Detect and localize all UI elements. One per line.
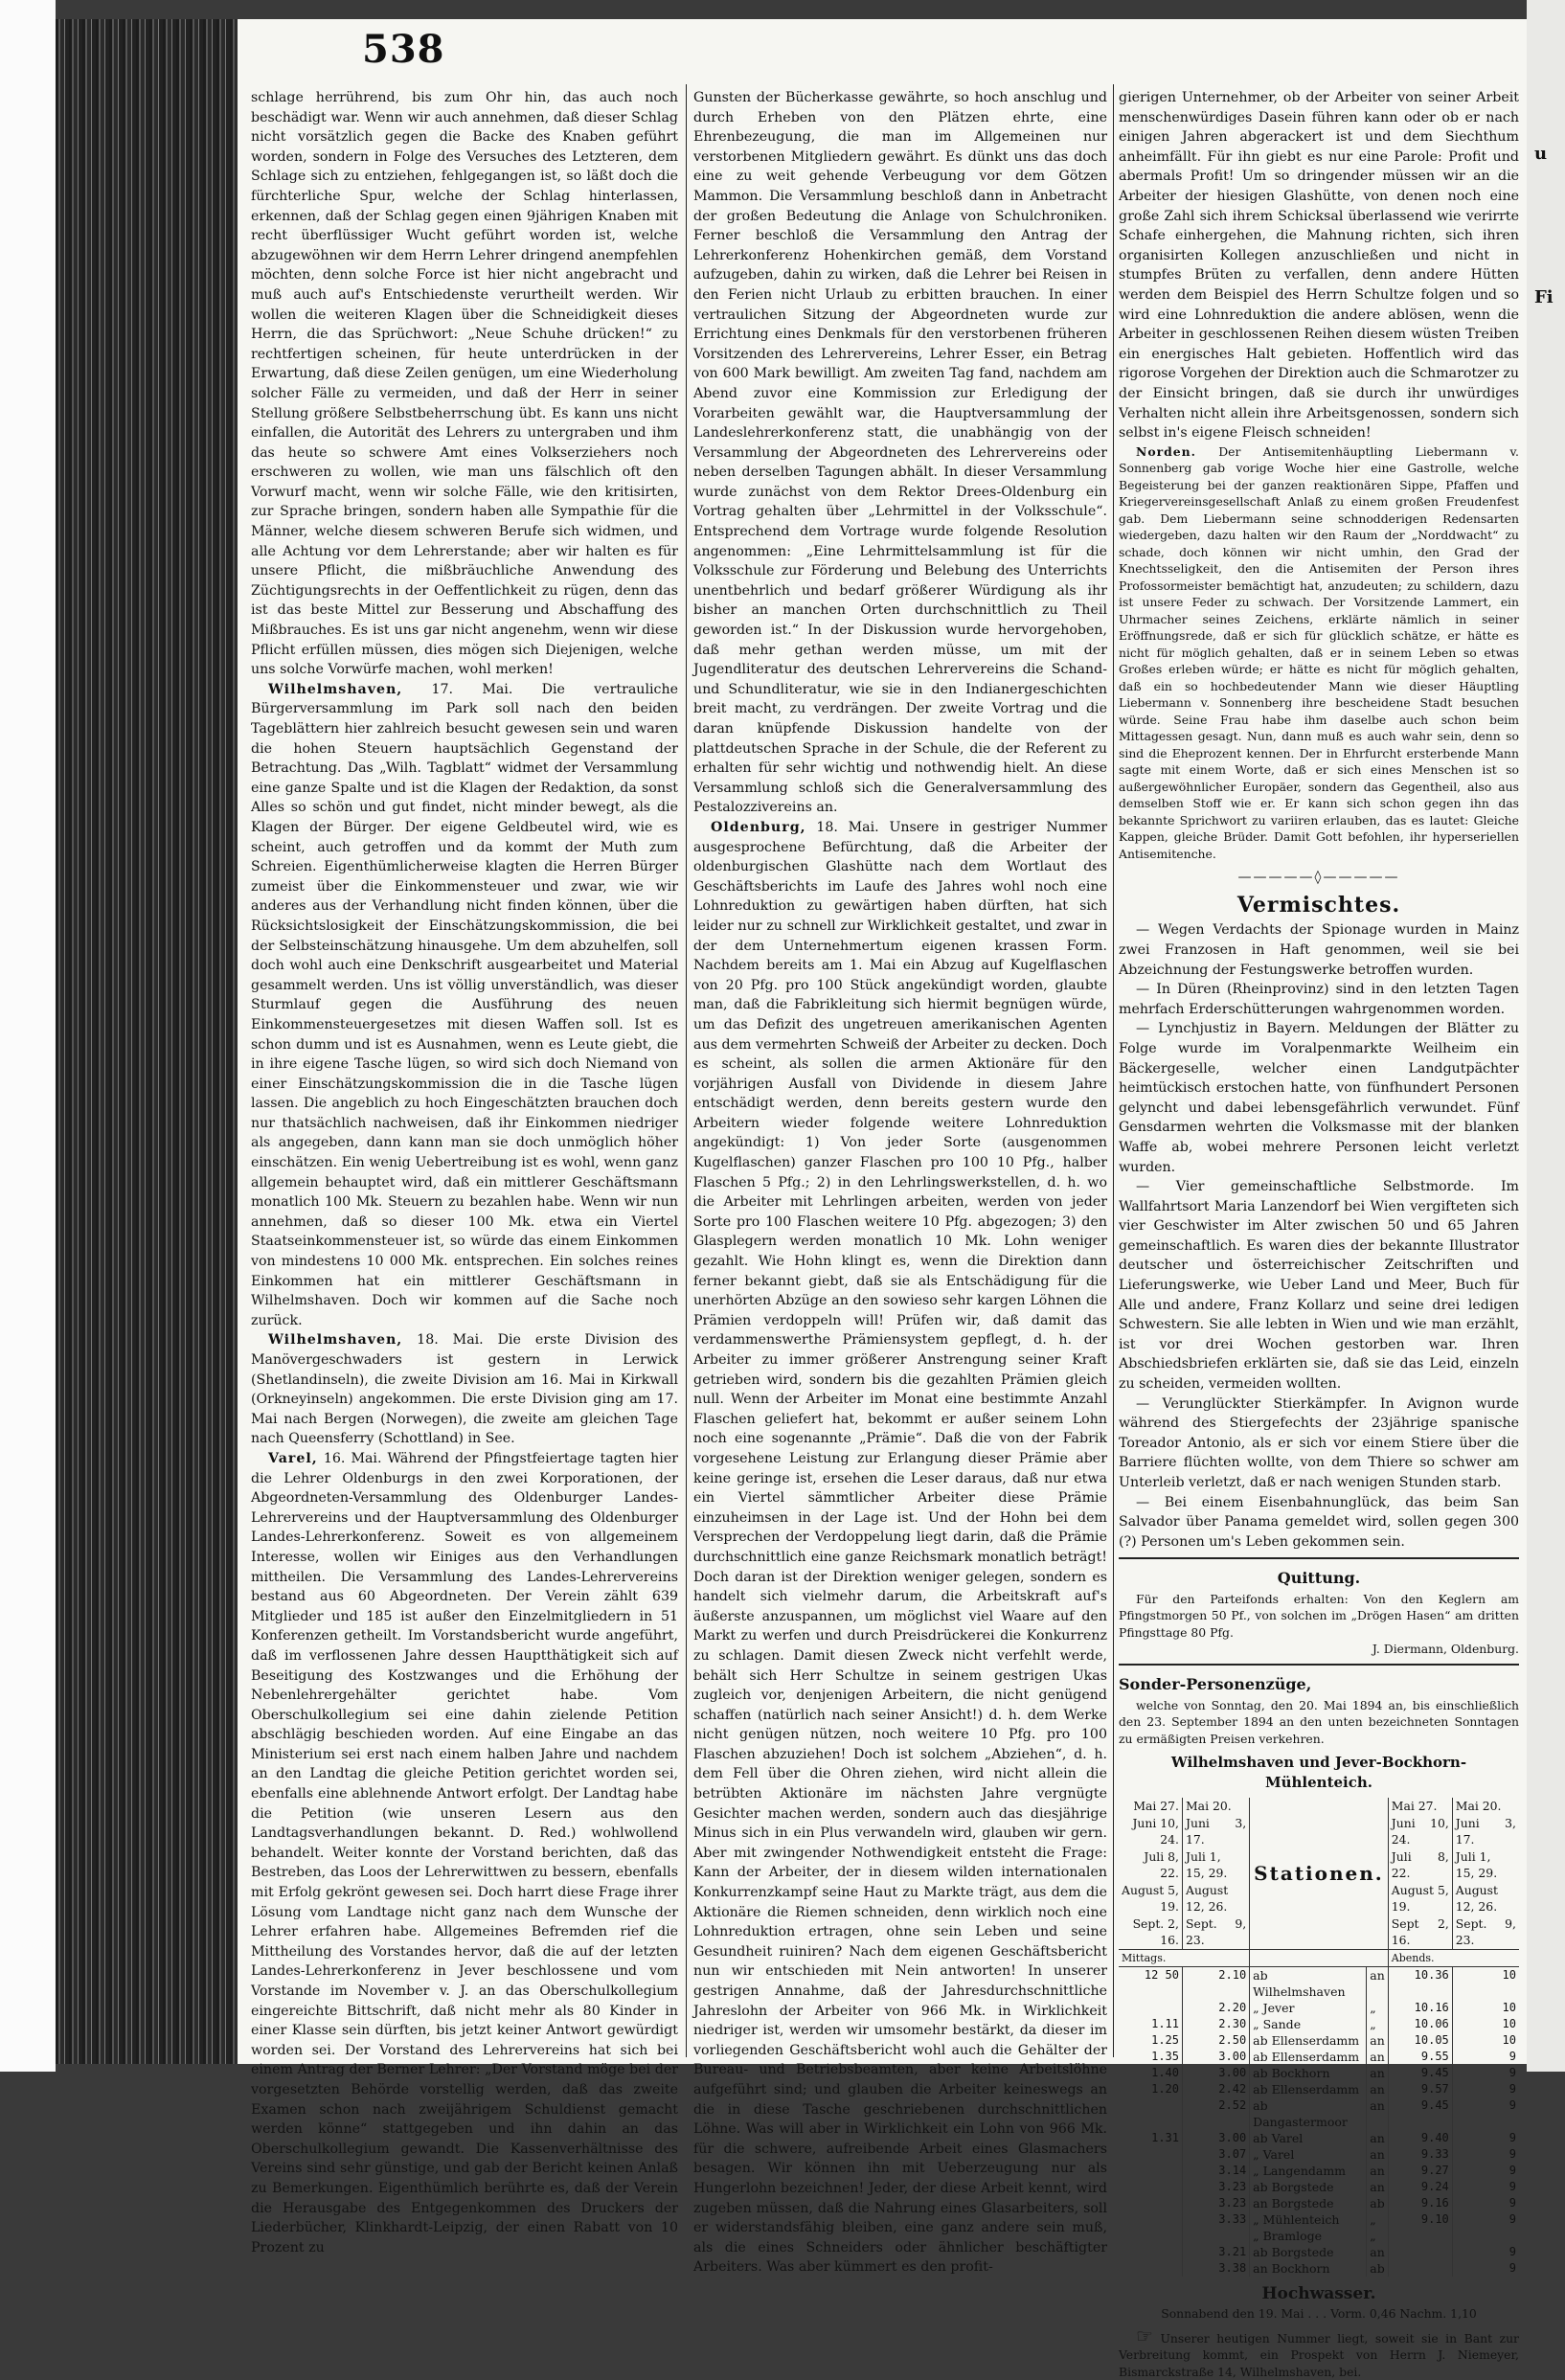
section-heading-vermischtes: Vermischtes.	[1236, 892, 1401, 918]
timetable-row	[1119, 2032, 1519, 2049]
timetable-cell: 2.10	[1183, 1966, 1250, 2000]
timetable-subheading	[1250, 1949, 1389, 1966]
timetable-cell: „	[1367, 2016, 1389, 2032]
timetable-dates: Mai 20. Juni 3, 17. Juli 1, 15, 29. August 12, 26. Sept. 9, 23.	[1183, 1798, 1250, 1949]
footer-notice-text: Unserer heutigen Nummer liegt, soweit sie in Bant zur Verbreitung kommt, ein Prospekt von Herrn J. Niemeyer, Bismarckstraße 14, Wilhelmshaven, bei.	[1119, 2330, 1519, 2379]
timetable-cell	[1119, 2228, 1183, 2244]
station-name: „ Mühlenteich	[1250, 2211, 1367, 2228]
footer-notice	[1119, 2323, 1519, 2380]
timetable-cell: 1.40	[1151, 2065, 1179, 2079]
news-item: — Lynchjustiz in Bayern. Meldungen der Blätter zu Folge wurde im Voralpenmarkte Weilheim ein Bäckergeselle, welcher einen Landgutpächter heimtückisch erstochen hatte, von fünfhundert Personen gelyncht und dabei lebensgefährlich verwundet. Fünf Gensdarmen wehrten die Volksmasse mit der blanken Waffe ab, wobei mehrere Personen leicht verletzt wurden.	[1119, 1021, 1519, 1175]
timetable-cell	[1388, 2228, 1452, 2244]
timetable-cell: ab	[1367, 2195, 1389, 2211]
timetable-row	[1119, 2228, 1519, 2244]
timetable-subheading: Abends.	[1388, 1949, 1519, 1966]
timetable-cell: an	[1367, 2179, 1389, 2195]
station-name: ab Varel	[1250, 2130, 1367, 2146]
timetable-cell: 9	[1452, 2146, 1519, 2163]
article-text: 18. Mai. Die erste Division des Manövergeschwaders ist gestern in Lerwick (Shetlandinseln), die zweite Division am 16. Mai in Kirkwall (Orkneyinseln) angekommen. Die erste Division ging am 17. Mai nach Bergen (Norwegen), die zweite am gleichen Tage nach Queensferry (Schottland) in See.	[251, 1332, 678, 1447]
quittung-heading: Quittung.	[1277, 1569, 1361, 1588]
news-item: — Vier gemeinschaftliche Selbstmorde. Im Wallfahrtsort Maria Lanzendorf bei Wien vergifteten sich vier Geschwister im Alter zwischen 50 und 65 Jahren gemeinschaftlich. Es waren dies der bekannte Illustrator deutscher und österreichischer Zeitschriften und Lieferungswerke, wie Ueber Land und Meer, Buch für Alle und andere, Franz Kollarz und seine drei ledigen Schwestern. Sie alle lebten in Wien und wie man erzählt, ist vor drei Wochen gestorben war. Ihren Abschiedsbriefen erklärten sie, daß sie das Leid, einzeln zu scheiden, vermeiden wollten.	[1119, 1179, 1519, 1393]
timetable-row	[1119, 2081, 1519, 2097]
timetable-cell: an	[1367, 2244, 1389, 2260]
timetable-row	[1119, 2016, 1519, 2032]
timetable-body	[1119, 1966, 1519, 2277]
page-number: 538	[362, 27, 445, 72]
article-paragraph	[1119, 443, 1519, 863]
news-item: — Verunglückter Stierkämpfer. In Avignon wurde während des Stiergefechts der 23jährige spanische Toreador Antonio, als er sich vor einem Stiere über die Barriere flüchten wollte, von dem Thiere so schwer am Unterleib verletzt, daß er nach wenigen Stunden starb.	[1119, 1395, 1519, 1490]
timetable-cell	[1119, 2097, 1183, 2130]
dateline: Varel,	[268, 1450, 318, 1466]
article-paragraph: Gunsten der Bücherkasse gewährte, so hoch anschlug und durch Erheben von den Plätzen ehrte, eine Ehrenbezeugung, die man im Allgemeinen nur verstorbenen Mitgliedern gewährt. Es dünkt uns das doch eine zu weit gehende Verbeugung vor dem Götzen Mammon. Die Versammlung beschloß dann in Anbetracht der großen Bedeutung die Anlage von Schulchroniken. Ferner beschloß die Versammlung den Antrag der Lehrerkonferenz Hohenkirchen gemäß, dem Vorstand aufzugeben, dahin zu wirken, daß die Lehrer bei Reisen in den Ferien nicht Urlaub zu erbitten brauchen. In einer vertraulichen Sitzung der Abgeordneten wurde zur Errichtung eines Denkmals für den verstorbenen früheren Vorsitzenden des Lehrervereins, Lehrer Esser, ein Betrag von 600 Mark bewilligt. Am zweiten Tag fand, nachdem am Abend zuvor eine Kommission zur Erledigung der Vorarbeiten gewählt war, die Hauptversammlung der Landeslehrerkonferenz statt, die unabhängig von der Versammlung der Abgeordneten des Lehrervereins oder neben derselben Tagungen abhält. In dieser Versammlung wurde zunächst von dem Rektor Drees-Oldenburg ein Vortrag gehalten über „Lehrmittel in der Volksschule“. Entsprechend dem Vortrage wurde folgende Resolution angenommen: „Eine Lehrmittelsammlung ist für die Volksschule zur Förderung und Belebung des Unterrichts unentbehrlich und bedarf größerer Würdigung als ihr bisher an manchen Orten durchschnittlich zu Theil geworden ist.“ In der Diskussion wurde hervorgehoben, daß mehr gethan werden müsse, um mit der Jugendliteratur des deutschen Lehrervereins die Schand- und Schundliteratur, wie sie in den Indianergeschichten breit macht, zu verdrängen. Der zweite Vortrag und die daran knüpfende Diskussion handelte von der plattdeutschen Sprache in der Schule, die der Referent zu erhalten für sehr wichtig und nothwendig hielt. An diese Versammlung schloß sich die Generalversammlung des Pestalozzivereins an.	[693, 90, 1107, 816]
quittung-box	[1119, 1557, 1519, 1658]
adjacent-page-edge	[1527, 0, 1565, 2072]
dateline: Wilhelmshaven,	[268, 1332, 403, 1349]
station-name: „ Bramloge	[1250, 2228, 1367, 2244]
timetable-cell: „	[1367, 2000, 1389, 2016]
timetable-subheading: Mittags.	[1119, 1949, 1250, 1966]
timetable-cell: 9.16	[1388, 2195, 1452, 2211]
timetable-cell: 3.21	[1183, 2244, 1250, 2260]
station-name: „ Varel	[1250, 2146, 1367, 2163]
timetable-cell: an	[1367, 2081, 1389, 2097]
timetable-cell: 10.05	[1388, 2032, 1452, 2049]
station-name: ab Dangastermoor	[1250, 2097, 1367, 2130]
timetable-cell: 9.33	[1388, 2146, 1452, 2163]
timetable-cell: an	[1367, 2065, 1389, 2081]
timetable-cell: 10.06	[1388, 2016, 1452, 2032]
timetable-cell	[1183, 2228, 1250, 2244]
station-name: ab Bockhorn	[1250, 2065, 1367, 2081]
timetable-cell: 3.00	[1183, 2065, 1250, 2081]
timetable-cell	[1452, 2228, 1519, 2244]
quittung-text: Für den Parteifonds erhalten: Von den Keglern am Pfingstmorgen 50 Pf., von solchen im „Drögen Hasen“ am dritten Pfingsttage 80 Pfg.	[1119, 1591, 1519, 1640]
timetable-cell: 9	[1452, 2163, 1519, 2179]
article-paragraph: schlage herrührend, bis zum Ohr hin, das auch noch beschädigt war. Wenn wir auch annehmen, daß dieser Schlag nicht vorsätzlich gegen die Backe des Knaben geführt worden, sondern in Folge des Versuches des Letzteren, dem Schlage sich zu entziehen, fehlgegangen ist, so läßt doch die fürchterliche Spur, welche der Schlag hinterlassen, erkennen, daß der Schlag gegen einen 9jährigen Knaben mit recht überflüssiger Wucht geführt worden ist, welche abzugewöhnen wir dem Herrn Lehrer dringend anempfehlen möchten, denn solche Force ist hier nicht angebracht und muß auch auf's Entschiedenste verurtheilt werden. Wir wollen die weiteren Klagen über die Schneidigkeit dieses Herrn, die das Sprüchwort: „Neue Schuhe drücken!“ zu rechtfertigen scheinen, für heute unterdrücken in der Erwartung, daß diese Zeilen genügen, um eine Wiederholung solcher Fälle zu vermeiden, und daß der Herr in seiner Stellung größere Selbstbeherrschung übt. Es kann uns nicht einfallen, die Autorität des Lehrers zu untergraben und ihm das heute so schwere Amt eines Volkserziehers noch erschweren zu wollen, wie man uns fälschlich oft den Vorwurf macht, wenn wir solche Fälle, wie den kritisirten, zur Sprache bringen, sondern haben alle Sympathie für die Männer, welche diesem schweren Berufe sich widmen, und alle Achtung vor dem Lehrerstande; aber wir halten es für unsere Pflicht, die mißbräuchliche Anwendung des Züchtigungsrechts in der Oeffentlichkeit zu rügen, denn das ist das beste Mittel zur Besserung und Abschaffung des Mißbrauches. Es ist uns gar nicht angenehm, wenn wir diese Pflicht erfüllen müssen, dies mögen sich Diejenigen, welche uns solche Vorwürfe machen, wohl merken!	[251, 90, 678, 678]
article-text: 17. Mai. Die vertrauliche Bürgerversammlung im Park soll nach den beiden Tageblättern hier zahlreich besucht gewesen sein und waren die hohen Steuern hauptsächlich Gegenstand der Betrachtung. Das „Wilh. Tagblatt“ widmet der Versammlung eine ganze Spalte und ist die Klagen der Redaktion, da sonst Alles so schön und gut findet, nicht minder bewegt, als die Klagen der Bürger. Der eigene Geldbeutel wird, wie es scheint, auch getroffen und da kommt der Muth zum Schreien. Eigenthümlicherweise klagten die Herren Bürger zumeist über die Einkommensteuer und zwar, wie wir anderes aus der Verhandlung nicht finden können, über die Rücksichtslosigkeit der Einschätzungskommission, die bei der Selbsteinschätzung hinausgehe. Um dem abzuhelfen, soll doch wohl auch eine Denkschrift ausgearbeitet und Material gesammelt werden. Uns ist völlig unverständlich, was dieser Sturmlauf gegen die Ausführung des neuen Einkommensteuergesetzes mit diesen Waffen soll. Ist es schon dumm und ist es Ausnahmen, wenn es Leute giebt, die in ihre eigene Tasche lügen, so wird sich doch Niemand von einer Einschätzungskommission die in die Tasche lügen lassen. Die angeblich zu hoch Eingeschätzten brauchen doch nur thatsächlich nachweisen, daß ihr Einkommen niedriger als angegeben, dann kann man sie doch unmöglich höher einschätzen. Ein wenig Uebertreibung ist es wohl, wenn ganz allgemein behauptet wird, daß ein mittlerer Geschäftsmann monatlich 100 Mk. Steuern zu bezahlen habe. Wenn wir nun annehmen, daß so dieser 100 Mk. etwa ein Viertel Staatseinkommensteuer ist, so würde das einem Einkommen von mindestens 10 000 Mk. entsprechen. Ein solches reines Einkommen hat ein mittlerer Geschäftsmann in Wilhelmshaven. Doch wir kommen auf die Sache noch zurück.	[251, 681, 678, 1328]
article-paragraph	[251, 680, 678, 1331]
timetable-cell	[1119, 2146, 1183, 2163]
timetable-row	[1119, 2049, 1519, 2065]
timetable-cell	[1388, 2260, 1452, 2277]
station-name: an Bockhorn	[1250, 2260, 1367, 2277]
timetable-cell	[1119, 2195, 1183, 2211]
timetable-cell: an	[1367, 2146, 1389, 2163]
edge-fragment: u	[1534, 144, 1548, 164]
train-heading: Sonder-Personenzüge,	[1119, 1674, 1312, 1693]
timetable-cell: „	[1367, 2228, 1389, 2244]
timetable-cell: 9.27	[1388, 2163, 1452, 2179]
timetable-cell: 9.10	[1388, 2211, 1452, 2228]
timetable-cell: 9	[1452, 2130, 1519, 2146]
timetable-cell: an	[1367, 2049, 1389, 2065]
dateline: Wilhelmshaven,	[268, 681, 403, 697]
station-name: „ Jever	[1250, 2000, 1367, 2016]
timetable-cell: 9.45	[1388, 2097, 1452, 2130]
column-rule	[1113, 84, 1114, 2057]
timetable	[1119, 1798, 1519, 2277]
train-notice	[1119, 1664, 1519, 2380]
timetable-cell: an	[1367, 2130, 1389, 2146]
timetable-cell	[1119, 2260, 1183, 2277]
column-middle	[693, 88, 1107, 2276]
station-name: ab Wilhelmshaven	[1250, 1966, 1367, 2000]
timetable-row	[1119, 2211, 1519, 2228]
scan-margin	[0, 0, 56, 2072]
timetable-cell: 10.16	[1388, 2000, 1452, 2016]
newspaper-page	[238, 19, 1527, 2379]
timetable-cell: 9	[1452, 2244, 1519, 2260]
timetable-cell: 9	[1452, 2081, 1519, 2097]
timetable-cell: 10	[1452, 2032, 1519, 2049]
pointing-hand-icon: ☞	[1136, 2323, 1153, 2347]
timetable-cell: ab	[1367, 2260, 1389, 2277]
timetable-row	[1119, 2065, 1519, 2081]
timetable-cell: 3.33	[1183, 2211, 1250, 2228]
timetable-cell: 9.45	[1388, 2065, 1452, 2081]
column-rule	[686, 84, 687, 2057]
timetable-cell: 9.55	[1388, 2049, 1452, 2065]
timetable-cell	[1119, 2179, 1183, 2195]
timetable-dates: Mai 27. Juni 10, 24. Juli 8, 22. August 5, 19. Sept. 2, 16.	[1119, 1798, 1183, 1949]
news-item: — Bei einem Eisenbahnunglück, das beim San Salvador über Panama gemeldet wird, sollen gegen 300 (?) Personen um's Leben gekommen sein.	[1119, 1494, 1519, 1550]
timetable-dates: Mai 20. Juni 3, 17. Juli 1, 15, 29. August 12, 26. Sept. 9, 23.	[1452, 1798, 1519, 1949]
station-name: ab Ellenserdamm	[1250, 2032, 1367, 2049]
section-divider: —————◊—————	[1237, 870, 1400, 886]
station-name: ab Ellenserdamm	[1250, 2081, 1367, 2097]
timetable-cell: 12 50	[1144, 1967, 1179, 1982]
timetable-cell: an	[1367, 2163, 1389, 2179]
timetable-cell: 1.25	[1151, 2032, 1179, 2047]
timetable-row	[1119, 2163, 1519, 2179]
timetable-cell: 2.20	[1183, 2000, 1250, 2016]
timetable-cell: 9	[1452, 2211, 1519, 2228]
station-name: „ Langendamm	[1250, 2163, 1367, 2179]
article-paragraph	[251, 1330, 678, 1449]
timetable-row	[1119, 2179, 1519, 2195]
timetable-row	[1119, 2195, 1519, 2211]
timetable-row	[1119, 2097, 1519, 2130]
timetable-dates: Mai 27. Juni 10, 24. Juli 8, 22. August 5, 19. Sept 2, 16.	[1388, 1798, 1452, 1949]
timetable-cell: 9.24	[1388, 2179, 1452, 2195]
timetable-cell: 10	[1452, 2016, 1519, 2032]
timetable-cell: 9	[1452, 2179, 1519, 2195]
timetable-cell: 2.42	[1183, 2081, 1250, 2097]
timetable-cell: „	[1367, 2211, 1389, 2228]
quittung-signature: J. Diermann, Oldenburg.	[1372, 1642, 1519, 1657]
hochwasser-text: Sonnabend den 19. Mai . . . Vorm. 0,46 Nachm. 1,10	[1161, 2306, 1477, 2322]
column-left	[251, 88, 678, 2255]
timetable-row	[1119, 2000, 1519, 2016]
hochwasser-heading: Hochwasser.	[1261, 2283, 1376, 2303]
dateline: Oldenburg,	[711, 819, 806, 835]
edge-fragment: Fi	[1534, 287, 1554, 307]
timetable-cell: 9.40	[1388, 2130, 1452, 2146]
timetable-row	[1119, 2244, 1519, 2260]
timetable-cell: 1.35	[1151, 2049, 1179, 2063]
timetable-cell: 3.14	[1183, 2163, 1250, 2179]
timetable-cell: 9	[1452, 2065, 1519, 2081]
route-title: Wilhelmshaven und Jever-Bockhorn-Mühlenteich.	[1170, 1754, 1467, 1791]
timetable-row	[1119, 2260, 1519, 2277]
timetable-cell: 10	[1452, 1966, 1519, 2000]
article-paragraph	[693, 818, 1107, 2278]
timetable-cell: 2.30	[1183, 2016, 1250, 2032]
timetable-cell: 9	[1452, 2049, 1519, 2065]
timetable-cell: an	[1367, 1966, 1389, 2000]
news-item: — Wegen Verdachts der Spionage wurden in Mainz zwei Franzosen in Haft genommen, weil sie bei Abzeichnung der Festungswerke betroffen wurden.	[1119, 922, 1519, 978]
timetable-cell	[1119, 2244, 1183, 2260]
column-right	[1119, 88, 1519, 2379]
timetable-cell: 2.50	[1183, 2032, 1250, 2049]
article-text: Der Antisemitenhäuptling Liebermann v. Sonnenberg gab vorige Woche hier eine Gastrolle, welche Begeisterung bei der ganzen reaktionären Sippe, Pfaffen und Kriegervereinsgesellschaft Anlaß zu einem großen Freudenfest gab. Dem Liebermann seine schnodderigen Redensarten wiedergeben, dazu halten wir den Raum der „Norddwacht“ zu schade, doch können wir nicht umhin, den Grad der Knechtsseligkeit, den die Antisemiten der Person ihres Profossormeister bemächtigt hat, anzudeuten; zu schildern, dazu ist unsere Feder zu schwach. Der Vorsitzende Lammert, ein Uhrmacher seines Zeichens, erklärte nämlich in seiner Eröffnungsrede, daß er sich für glücklich schätze, er hätte es nicht für möglich gehalten, daß er in seinem Leben so etwas Großes erleben würde; er hätte es nicht für möglich gehalten, daß ein so hochbedeutender Mann wie dieser Häuptling Liebermann v. Sonnenberg ihre bescheidene Stadt besuchen würde. Seine Frau habe ihm daselbe auch schon beim Mittagessen gesagt. Nun, dann muß es auch wahr sein, denn so sind die Eheprozent kennen. Der in Ehrfurcht ersterbende Mann sagte mit einem Worte, daß er sich eines Menschen ist so außergewöhnlicher Europäer, sondern das Gegentheil, also aus demselben Stoff wie er. Er kann sich schon gegen ihn das bekannte Sprichwort zu variiren erlauben, das es lautet: Gleiche Kappen, gleiche Brüder. Damit Gott befohlen, ihr hyperseriellen Antisemitenche.	[1119, 443, 1519, 861]
timetable-cell: 1.20	[1151, 2081, 1179, 2096]
timetable-cell: 3.23	[1183, 2179, 1250, 2195]
station-name: ab Borgstede	[1250, 2179, 1367, 2195]
article-paragraph	[251, 1449, 678, 2257]
timetable-cell	[1119, 2000, 1183, 2016]
timetable-cell: 9	[1452, 2195, 1519, 2211]
timetable-cell: 9.57	[1388, 2081, 1452, 2097]
station-name: „ Sande	[1250, 2016, 1367, 2032]
timetable-cell: 3.00	[1183, 2049, 1250, 2065]
timetable-cell: an	[1367, 2032, 1389, 2049]
timetable-cell: an	[1367, 2097, 1389, 2130]
timetable-cell	[1388, 2244, 1452, 2260]
timetable-cell: 10.36	[1388, 1966, 1452, 2000]
timetable-row	[1119, 2130, 1519, 2146]
timetable-cell	[1119, 2163, 1183, 2179]
timetable-cell: 1.31	[1151, 2130, 1179, 2144]
train-text: welche von Sonntag, den 20. Mai 1894 an, bis einschließlich den 23. September 1894 an den unten bezeichneten Sonntagen zu ermäßigten Preisen verkehren.	[1119, 1697, 1519, 1746]
article-paragraph: gierigen Unternehmer, ob der Arbeiter von seiner Arbeit menschenwürdiges Dasein führen kann oder ob er nach einigen Jahren abgerackert ist und dem Siechthum anheimfällt. Für ihn giebt es nur eine Parole: Profit und abermals Profit! Um so dringender müssen wir an die Arbeiter der hiesigen Glashütte, von denen noch eine große Zahl sich ihrem Schicksal überlassend wie verirrte Schafe einhergehen, die Mahnung richten, sich ihren organisirten Kollegen anzuschließen und nicht in stumpfes Brüten zu verfallen, denn andere Hütten werden dem Beispiel des Herrn Schultze folgen und so wird eine Lohnreduktion die andere ablösen, wenn die Arbeiter in geschlossenen Reihen diesem wüsten Treiben ein energisches Halt gebieten. Hoffentlich wird das rigorose Vorgehen der Direktion auch die Schmarotzer zu der Einsicht bringen, daß sie durch ihr unwürdiges Verhalten nicht allein ihre Arbeitsgenossen, sondern sich selbst in's eigene Fleisch schneiden!	[1119, 90, 1519, 442]
station-name: ab Borgstede	[1250, 2244, 1367, 2260]
station-name: an Borgstede	[1250, 2195, 1367, 2211]
article-text: 16. Mai. Während der Pfingstfeiertage tagten hier die Lehrer Oldenburgs in den zwei Korporationen, der Abgeordneten-Versammlung des Oldenburger Landes-Lehrervereins und der Hauptversammlung des Oldenburger Landes-Lehrerkonferenz. Soweit es von allgemeinem Interesse, wollen wir Einiges aus den Verhandlungen mittheilen. Die Versammlung des Landes-Lehrervereins bestand aus 60 Abgeordneten. Der Verein zählt 639 Mitglieder und 185 ist außer den Einzelmitgliedern in 51 Konferenzen getheilt. Im Vorstandsbericht wurde angeführt, daß im verflossenen Jahre dessen Hauptthätigkeit sich auf Beseitigung des Kostzwanges und die Erhöhung der Nebenlehrergehälter gerichtet habe. Vom Oberschulkollegium sei eine dahin zielende Petition abschlägig beschieden worden. Auf eine Eingabe an das Ministerium sei erst nach einem halben Jahre und nachdem an den Landtag die gleiche Petition gerichtet worden sei, ebenfalls eine ablehnende Antwort erfolgt. Der Landtag habe die Petition (wie unseren Lesern aus den Landtagsverhandlungen bekannt. D. Red.) wohlwollend behandelt. Weiter konnte der Vorstand berichten, daß das Bestreben, das Loos der Lehrerwittwen zu bessern, ebenfalls mit Erfolg gekrönt gewesen sei. Doch harrt diese Frage ihrer Lösung vom Landtage nicht ganz nach dem Wunsche der Lehrer erfahren habe. Allgemeines Befremden rief die Mittheilung des Vorstandes hervor, daß die auf der letzten Landes-Lehrerkonferenz in Jever beschlossene und vom Vorstande im November v. J. an das Oberschulkollegium eingereichte Bittschrift, daß nicht mehr als 80 Kinder in einer Klasse sein dürften, bis jetzt keiner Antwort gewürdigt worden sei. Der Vorstand des Lehrervereins hat sich bei einem Antrag der Berner Lehrer: „Der Vorstand möge bei der vorgesetzten Behörde vorstellig werden, daß das zweite Examen schon nach zweijährigem Schuldienst gemacht werden könne“ stattgegeben und ihn dahin an das Oberschulkollegium gewandt. Die Kassenverhältnisse des Vereins sind sehr günstige, und gab der Bericht keinen Anlaß zu Bemerkungen. Eigenthümlich berührte es, daß der Verein die Herausgabe des Entgegenkommen des Druckers der Liederbücher, Klinkhardt-Leipzig, der einen Rabatt von 10 Prozent zu	[251, 1450, 678, 2255]
timetable-cell: 3.23	[1183, 2195, 1250, 2211]
article-text: 18. Mai. Unsere in gestriger Nummer ausgesprochene Befürchtung, daß die Arbeiter der oldenburgischen Glashütte nach dem Wortlaut des Geschäftsberichts im Laufe des Jahres wohl noch eine Lohnreduktion zu gewärtigen haben dürften, hat sich leider nur zu schnell zur Wirklichkeit gestaltet, und zwar in der dem Unternehmertum eigenen krassen Form. Nachdem bereits am 1. Mai ein Abzug auf Kugelflaschen von 20 Pfg. pro 100 Stück angekündigt worden, glaubte man, daß die Fabrikleitung sich hiermit begnügen würde, um das Defizit des ungetreuen amerikanischen Agenten aus dem vermehrten Schweiß der Arbeiter zu decken. Doch es scheint, als sollen die armen Aktionäre für den vorjährigen Ausfall von Dividende in diesem Jahre entschädigt werden, denn bereits gestern wurde den Arbeitern wieder folgende weitere Lohnreduktion angekündigt: 1) Von jeder Sorte (ausgenommen Kugelflaschen) ganzer Flaschen pro 100 10 Pfg., halber Flaschen 5 Pfg.; 2) in den Lehrlingswerkstellen, d. h. wo die Arbeiter mit Lehrlingen arbeiten, werden von jeder Sorte pro 100 Flaschen weitere 10 Pfg. abgezogen; 3) den Glasplegern werden monatlich 10 Mk. Lohn weniger gezahlt. Wie Hohn klingt es, wenn die Direktion dann ferner bekannt giebt, daß sie als Entschädigung für die unerhörten Abzüge an den sowieso sehr kargen Löhnen die Prämien verdoppeln will! Prüfen wir, daß damit das verdammenswerthe Prämiensystem gepflegt, d. h. der Arbeiter zu immer größerer Anstrengung seiner Kraft getrieben wird, sondern bis die gezahlten Prämien gleich null. Wenn der Arbeiter im Monat eine bestimmte Anzahl Flaschen geliefert hat, bekommt er außer seinem Lohn noch eine sogenannte „Prämie“. Daß die von der Fabrik vorgesehene Leistung zur Erlangung dieser Prämie aber keine geringe ist, ersehen die Leser daraus, daß nur etwa ein Viertel sämmtlicher Arbeiter diese Prämie einzuheimsen in der Lage ist. Und der Hohn bei dem Versprechen der Verdoppelung liegt darin, daß die Prämie durchschnittlich eine ganze Reichsmark monatlich beträgt! Doch daran ist der Direktion weniger gelegen, sondern es handelt sich vielmehr darum, die Arbeitskraft auf's äußerste anzuspannen, um möglichst viel Waare auf den Markt zu werfen und durch Preisdrückerei die Konkurrenz zu schlagen. Damit diesen Zweck nicht verfehlt werde, behält sich Herr Schultze in seinem gestrigen Ukas zugleich vor, denjenigen Arbeitern, die nicht genügend schaffen (natürlich nach seiner Ansicht!) d. h. dem Werke nicht genügen nützen, noch weitere 10 Pfg. pro 100 Flaschen abzuziehen! Doch ist solchem „Abziehen“, d. h. dem Fell über die Ohren ziehen, wird nicht allein die betrübten Aktionäre im nächsten Jahre vergnügte Gesichter machen werden, sondern auch das diesjährige Minus sich in ein Plus verwandeln wird, glauben wir gern. Aber mit zwingender Nothwendigkeit entsteht die Frage: Kann der Arbeiter, der in diesem wilden internationalen Konkurrenzkampf seine Haut zu Markte trägt, aus dem die Aktionäre die Riemen schneiden, denn wirklich noch eine Lohnreduktion ertragen, ohne sein Leben und seine Gesundheit ruiniren? Nach dem eigenen Geschäftsbericht nun wir entschieden mit Nein antworten! In unserer gestrigen Annahme, daß der Jahresdurchschnittliche Jahreslohn der Arbeiter von 966 Mk. in Wirklichkeit niedriger ist, werden wir umsomehr bestärkt, da dieser im vorliegenden Geschäftsbericht wohl auch die Gehälter der Bureau- und Betriebsbeamten, aber keine Arbeitslöhne aufgeführt sind; und glauben die Arbeiter keineswegs an die in diese Tasche geschriebenen durchschnittlichen Löhne. Was will aber in Wirklichkeit ein Lohn von 966 Mk. für die schwere, aufreibende Arbeit eines Glasmachers besagen. Wir können ihn mit Ueberzeugung nur als Hungerlohn bezeichnen! Jeder, der diese Arbeit kennt, wird zugeben müssen, daß die Nahrung eines Glasarbeiters, soll er widerstandsfähig bleiben, eine ganz andere sein muß, als die eines Schneiders oder ähnlicher beschäftigter Arbeiters. Was aber kümmert es den profit-	[693, 819, 1107, 2276]
timetable-row	[1119, 2146, 1519, 2163]
timetable-stations-heading: Stationen.	[1250, 1798, 1389, 1949]
station-name: ab Ellenserdamm	[1250, 2049, 1367, 2065]
timetable-cell: 10	[1452, 2000, 1519, 2016]
timetable-cell	[1119, 2211, 1183, 2228]
timetable-cell: 3.00	[1183, 2130, 1250, 2146]
timetable-cell: 1.11	[1151, 2016, 1179, 2030]
news-item: — In Düren (Rheinprovinz) sind in den letzten Tagen mehrfach Erderschütterungen wahrgenommen worden.	[1119, 982, 1519, 1017]
timetable-cell: 3.38	[1183, 2260, 1250, 2277]
dateline: Norden.	[1136, 443, 1196, 459]
book-spine	[56, 19, 238, 2064]
timetable-cell: 3.07	[1183, 2146, 1250, 2163]
timetable-cell: 9	[1452, 2097, 1519, 2130]
timetable-cell: 9	[1452, 2260, 1519, 2277]
timetable-row	[1119, 1966, 1519, 2000]
timetable-cell: 2.52	[1183, 2097, 1250, 2130]
